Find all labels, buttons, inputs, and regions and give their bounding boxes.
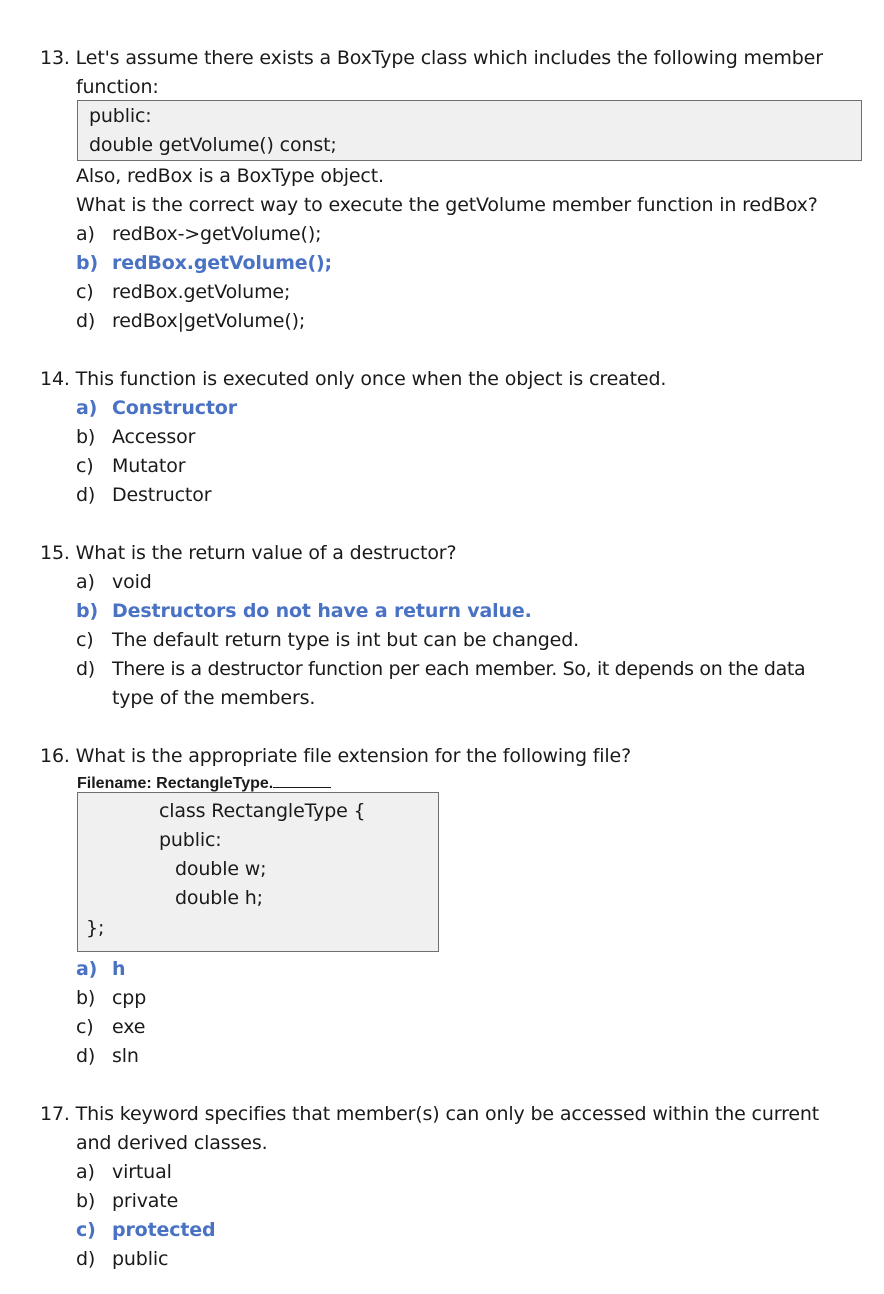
q14-number: 14. xyxy=(40,368,70,390)
q14-option-c[interactable] xyxy=(76,454,185,478)
q16-option-b[interactable] xyxy=(76,986,146,1010)
q15-number: 15. xyxy=(40,542,70,564)
q17-option-d[interactable] xyxy=(76,1247,168,1271)
option-text: Accessor xyxy=(112,426,196,448)
option-letter: b) xyxy=(76,600,98,622)
q17-text-line2: and derived classes. xyxy=(76,1132,268,1154)
q16-code-line2: public: xyxy=(159,829,222,851)
q15-option-d-continued: type of the members. xyxy=(112,687,316,709)
q13-option-b-correct[interactable] xyxy=(76,251,332,275)
option-letter: a) xyxy=(76,223,95,245)
option-letter: a) xyxy=(76,397,98,419)
q16-code-line1: class RectangleType { xyxy=(159,800,366,822)
q16-option-d[interactable] xyxy=(76,1044,139,1068)
option-letter: b) xyxy=(76,1190,96,1212)
q14-option-d[interactable] xyxy=(76,483,211,507)
option-text: redBox|getVolume(); xyxy=(112,310,306,332)
filename-blank xyxy=(273,773,331,788)
option-text: public xyxy=(112,1248,169,1270)
option-text: Destructors do not have a return value. xyxy=(112,600,532,622)
q16-code-line4: double h; xyxy=(175,887,263,909)
option-text: Mutator xyxy=(112,455,186,477)
option-text: There is a destructor function per each member. So, it depends on the data xyxy=(112,658,806,680)
q13-text-line1: Let's assume there exists a BoxType class which includes the following member xyxy=(75,47,823,69)
q13-option-a[interactable] xyxy=(76,222,321,246)
q13-code-box xyxy=(77,100,862,161)
q16-number: 16. xyxy=(40,745,70,767)
option-letter: a) xyxy=(76,1161,95,1183)
option-text: private xyxy=(112,1190,179,1212)
option-text: protected xyxy=(112,1219,216,1241)
option-letter: d) xyxy=(76,484,96,506)
q16-option-c[interactable] xyxy=(76,1015,145,1039)
q13-code-line2: double getVolume() const; xyxy=(89,134,337,156)
q13-code-line1: public: xyxy=(89,105,152,127)
q13-option-c[interactable] xyxy=(76,280,290,304)
option-letter: c) xyxy=(76,629,94,651)
option-text: Destructor xyxy=(112,484,212,506)
option-letter: c) xyxy=(76,455,94,477)
option-letter: b) xyxy=(76,252,98,274)
q13-number: 13. xyxy=(40,47,70,69)
q15-text: What is the return value of a destructor? xyxy=(75,542,457,564)
option-text: sln xyxy=(112,1045,139,1067)
q17-line1 xyxy=(40,1102,819,1126)
option-letter: d) xyxy=(76,1248,96,1270)
q16-code-line5: }; xyxy=(86,917,105,939)
option-letter: c) xyxy=(76,281,94,303)
option-text: redBox.getVolume(); xyxy=(112,252,332,274)
option-letter: a) xyxy=(76,571,95,593)
q14-text: This function is executed only once when the object is created. xyxy=(75,368,667,390)
q17-option-a[interactable] xyxy=(76,1160,172,1184)
option-text: void xyxy=(112,571,152,593)
option-text: exe xyxy=(112,1016,146,1038)
q15-option-c[interactable] xyxy=(76,628,579,652)
option-text: h xyxy=(112,958,126,980)
option-letter: c) xyxy=(76,1016,94,1038)
q15-option-d[interactable] xyxy=(76,657,805,681)
q13-option-d[interactable] xyxy=(76,309,305,333)
q15-option-b-correct[interactable] xyxy=(76,599,532,623)
q16-filename xyxy=(77,773,331,794)
option-text: cpp xyxy=(112,987,147,1009)
q17-text-line1: This keyword specifies that member(s) can only be accessed within the current xyxy=(75,1103,820,1125)
option-text: The default return type is int but can be changed. xyxy=(112,629,579,651)
q15-question xyxy=(40,541,456,565)
option-letter: d) xyxy=(76,310,96,332)
q13-after2: What is the correct way to execute the getVolume member function in redBox? xyxy=(76,194,818,216)
q16-option-a-correct[interactable] xyxy=(76,957,125,981)
q17-option-b[interactable] xyxy=(76,1189,178,1213)
q17-number: 17. xyxy=(40,1103,70,1125)
option-letter: d) xyxy=(76,658,95,680)
option-letter: d) xyxy=(76,1045,96,1067)
q14-option-a-correct[interactable] xyxy=(76,396,237,420)
q16-code-line3: double w; xyxy=(175,858,267,880)
option-letter: b) xyxy=(76,426,96,448)
q16-question xyxy=(40,744,631,768)
q16-filename-text: Filename: RectangleType. xyxy=(77,775,274,792)
q17-option-c-correct[interactable] xyxy=(76,1218,215,1242)
q13-line1 xyxy=(40,46,823,70)
option-letter: c) xyxy=(76,1219,96,1241)
q16-text: What is the appropriate file extension for the following file? xyxy=(75,745,632,767)
q14-question xyxy=(40,367,666,391)
q14-option-b[interactable] xyxy=(76,425,195,449)
option-text: redBox->getVolume(); xyxy=(112,223,322,245)
option-letter: b) xyxy=(76,987,96,1009)
option-letter: a) xyxy=(76,958,98,980)
q13-text-line2: function: xyxy=(76,76,159,98)
q13-after1: Also, redBox is a BoxType object. xyxy=(76,165,384,187)
q16-code-box xyxy=(77,792,439,952)
q15-option-a[interactable] xyxy=(76,570,152,594)
option-text: redBox.getVolume; xyxy=(112,281,291,303)
option-text: virtual xyxy=(112,1161,172,1183)
option-text: Constructor xyxy=(112,397,237,419)
